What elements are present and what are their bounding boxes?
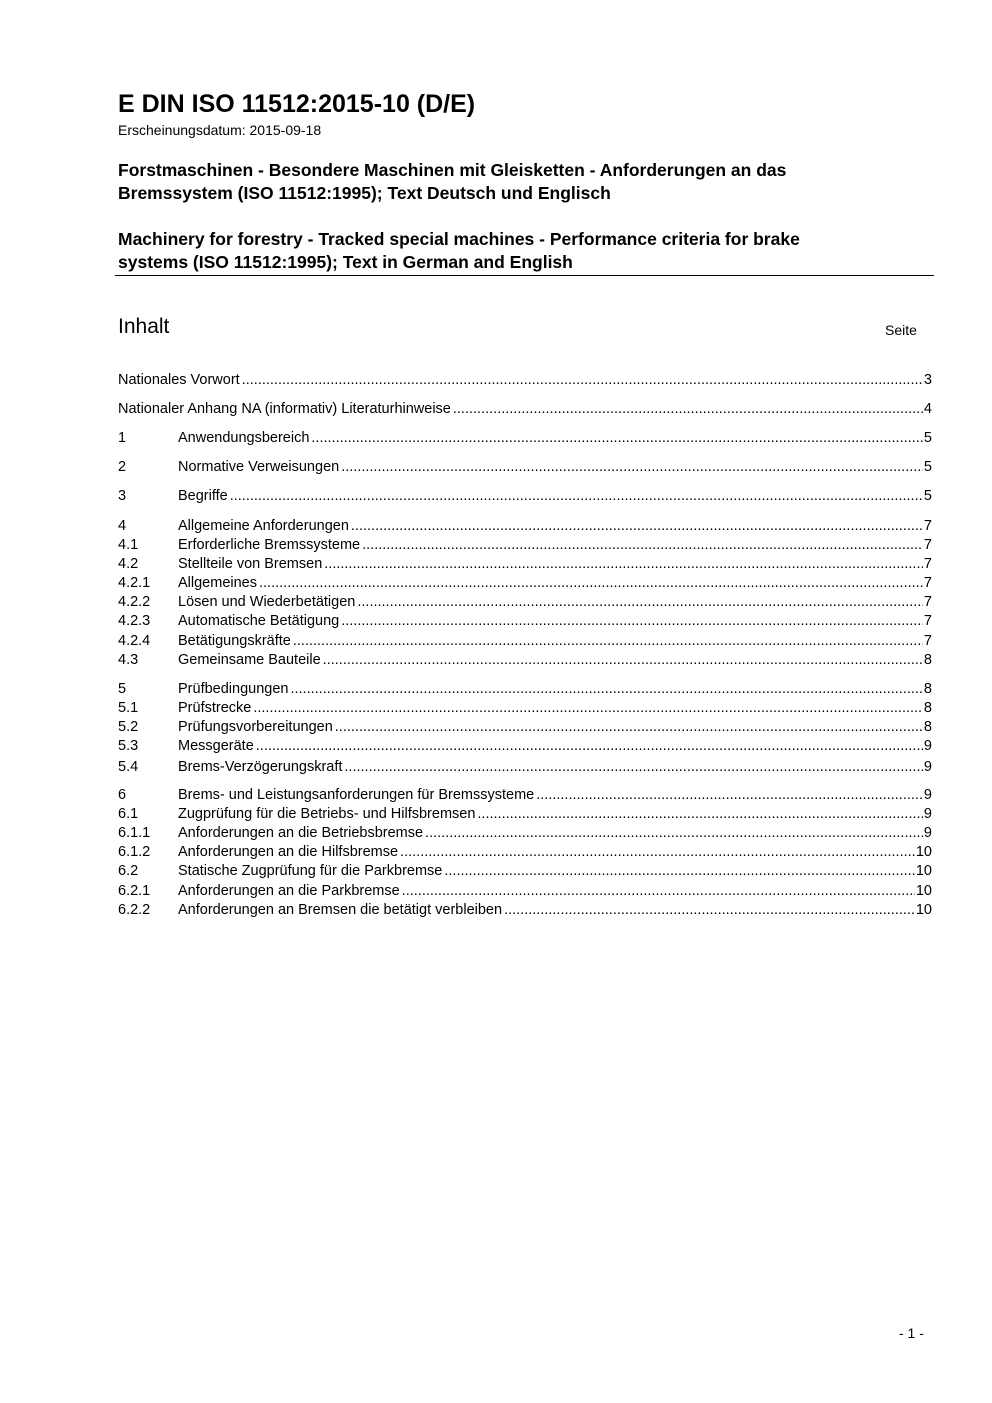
toc-entry-page: 7 — [923, 613, 932, 629]
toc-entry-page: 5 — [923, 459, 932, 475]
toc-entry-page: 9 — [923, 787, 932, 803]
toc-leader-dots — [444, 862, 915, 881]
toc-entry[interactable] — [118, 805, 932, 824]
toc-leader-dots — [253, 699, 923, 718]
toc-entry[interactable] — [118, 718, 932, 737]
toc-entry-title: Anforderungen an die Hilfsbremse — [178, 844, 399, 860]
toc-entry-page: 10 — [915, 902, 932, 918]
toc-leader-dots — [400, 843, 915, 862]
toc-entry-page: 8 — [923, 652, 932, 668]
toc-entry[interactable] — [118, 555, 932, 574]
toc-entry-title: Prüfungsvorbereitungen — [178, 719, 333, 735]
toc-entry-number: 4.2 — [118, 556, 139, 572]
toc-entry-title: Statische Zugprüfung für die Parkbremse — [178, 863, 443, 879]
toc-entry-title: Betätigungskräfte — [178, 633, 291, 649]
toc-entry-number: 6.1.1 — [118, 825, 151, 841]
toc-entry-page: 4 — [923, 401, 932, 417]
toc-entry-page: 10 — [915, 863, 932, 879]
toc-entry[interactable] — [118, 680, 932, 699]
toc-entry-number: 6.1.2 — [118, 844, 151, 860]
toc-entry-page: 8 — [923, 700, 932, 716]
toc-entry[interactable] — [118, 901, 932, 920]
toc-leader-dots — [323, 651, 923, 670]
toc-leader-dots — [259, 574, 923, 593]
toc-entry[interactable] — [118, 517, 932, 536]
toc-entry-number: 3 — [118, 488, 127, 504]
toc-entry-number: 6.2.1 — [118, 883, 151, 899]
toc-entry-number: 5.3 — [118, 738, 139, 754]
toc-entry-title: Lösen und Wiederbetätigen — [178, 594, 356, 610]
toc-entry[interactable] — [118, 737, 932, 756]
toc-leader-dots — [425, 824, 923, 843]
toc-leader-dots — [311, 429, 923, 448]
toc-entry-title: Nationales Vorwort — [118, 372, 240, 388]
toc-entry-title: Anforderungen an die Parkbremse — [178, 883, 400, 899]
toc-entry-page: 7 — [923, 556, 932, 572]
toc-entry-number: 5.4 — [118, 759, 139, 775]
toc-entry-title: Automatische Betätigung — [178, 613, 340, 629]
toc-entry-page: 7 — [923, 518, 932, 534]
title-german-line: Bremssystem (ISO 11512:1995); Text Deutsch und Englisch — [118, 183, 611, 203]
toc-entry-number: 6.1 — [118, 806, 139, 822]
toc-leader-dots — [344, 758, 923, 777]
toc-entry[interactable] — [118, 429, 932, 448]
title-english — [118, 228, 918, 274]
toc-entry-page: 9 — [923, 759, 932, 775]
toc-leader-dots — [453, 400, 923, 419]
toc-entry-title: Zugprüfung für die Betriebs- und Hilfsbremsen — [178, 806, 476, 822]
publication-date: Erscheinungsdatum: 2015-09-18 — [118, 122, 322, 138]
toc-entry-page: 5 — [923, 488, 932, 504]
toc-leader-dots — [357, 593, 923, 612]
toc-entry-number: 4.2.4 — [118, 633, 151, 649]
toc-entry-title: Anforderungen an Bremsen die betätigt verbleiben — [178, 902, 503, 918]
toc-leader-dots — [504, 901, 915, 920]
toc-entry-page: 9 — [923, 825, 932, 841]
toc-entry-number: 5.1 — [118, 700, 139, 716]
toc-entry-number: 6.2.2 — [118, 902, 151, 918]
toc-entry-page: 8 — [923, 719, 932, 735]
toc-leader-dots — [256, 737, 923, 756]
toc-entry-title: Allgemeines — [178, 575, 257, 591]
title-german-line: Forstmaschinen - Besondere Maschinen mit Gleisketten - Anforderungen an das — [118, 160, 787, 180]
document-number: E DIN ISO 11512:2015-10 (D/E) — [118, 90, 476, 118]
title-english-line: Machinery for forestry - Tracked special machines - Performance criteria for brake — [118, 229, 800, 249]
toc-leader-dots — [242, 371, 923, 390]
toc-entry-page: 7 — [923, 594, 932, 610]
toc-entry[interactable] — [118, 400, 932, 419]
toc-entry-number: 4 — [118, 518, 127, 534]
toc-entry-number: 6 — [118, 787, 127, 803]
toc-entry-title: Begriffe — [178, 488, 228, 504]
toc-entry[interactable] — [118, 536, 932, 555]
toc-entry-title: Messgeräte — [178, 738, 254, 754]
toc-entry-number: 5.2 — [118, 719, 139, 735]
toc-entry-page: 7 — [923, 633, 932, 649]
toc-entry-title: Brems-Verzögerungskraft — [178, 759, 343, 775]
toc-leader-dots — [341, 458, 923, 477]
toc-leader-dots — [402, 882, 915, 901]
toc-entry[interactable] — [118, 458, 932, 477]
toc-entry-number: 2 — [118, 459, 127, 475]
toc-entry-page: 7 — [923, 537, 932, 553]
toc-entry-title: Normative Verweisungen — [178, 459, 340, 475]
toc-entry-page: 3 — [923, 372, 932, 388]
toc-entry-number: 4.2.1 — [118, 575, 151, 591]
toc-entry-title: Prüfbedingungen — [178, 681, 289, 697]
toc-entry-title: Anforderungen an die Betriebsbremse — [178, 825, 424, 841]
toc-entry[interactable] — [118, 862, 932, 881]
title-german — [118, 159, 918, 205]
toc-leader-dots — [341, 612, 923, 631]
toc-entry-title: Brems- und Leistungsanforderungen für Bremssysteme — [178, 787, 535, 803]
toc-leader-dots — [293, 632, 923, 651]
toc-entry-page: 9 — [923, 806, 932, 822]
toc-entry[interactable] — [118, 882, 932, 901]
toc-entry[interactable] — [118, 843, 932, 862]
toc-entry-page: 10 — [915, 844, 932, 860]
toc-entry[interactable] — [118, 487, 932, 506]
toc-entry-title: Prüfstrecke — [178, 700, 252, 716]
toc-entry[interactable] — [118, 371, 932, 390]
toc-entry-page: 10 — [915, 883, 932, 899]
toc-leader-dots — [335, 718, 923, 737]
toc-entry-title: Nationaler Anhang NA (informativ) Literaturhinweise — [118, 401, 451, 417]
toc-leader-dots — [536, 786, 923, 805]
toc-entry[interactable] — [118, 758, 932, 777]
toc-entry-title: Erforderliche Bremssysteme — [178, 537, 361, 553]
toc-entry-number: 4.3 — [118, 652, 139, 668]
toc-entry-number: 1 — [118, 430, 127, 446]
toc-entry[interactable] — [118, 632, 932, 651]
toc-entry[interactable] — [118, 593, 932, 612]
toc-leader-dots — [230, 487, 923, 506]
toc-entry-number: 5 — [118, 681, 127, 697]
toc-leader-dots — [477, 805, 923, 824]
toc-leader-dots — [351, 517, 923, 536]
toc-entry[interactable] — [118, 651, 932, 670]
toc-entry-title: Stellteile von Bremsen — [178, 556, 323, 572]
toc-entry-number: 6.2 — [118, 863, 139, 879]
toc-entry-number: 4.2.3 — [118, 613, 151, 629]
toc-heading: Inhalt — [118, 315, 170, 338]
toc-entry[interactable] — [118, 824, 932, 843]
toc-entry[interactable] — [118, 612, 932, 631]
toc-entry-page: 5 — [923, 430, 932, 446]
toc-entry[interactable] — [118, 699, 932, 718]
toc-leader-dots — [290, 680, 922, 699]
toc-entry-number: 4.2.2 — [118, 594, 151, 610]
toc-entry-title: Gemeinsame Bauteile — [178, 652, 321, 668]
toc-entry-page: 7 — [923, 575, 932, 591]
page-number: - 1 - — [899, 1325, 924, 1341]
toc-leader-dots — [324, 555, 923, 574]
toc-entry[interactable] — [118, 786, 932, 805]
toc-page-column-label: Seite — [885, 322, 917, 338]
toc-entry-number: 4.1 — [118, 537, 139, 553]
toc-entry[interactable] — [118, 574, 932, 593]
title-divider — [115, 275, 934, 276]
toc-entry-title: Allgemeine Anforderungen — [178, 518, 349, 534]
title-english-line: systems (ISO 11512:1995); Text in German and English — [118, 252, 573, 272]
toc-entry-page: 9 — [923, 738, 932, 754]
toc-entry-page: 8 — [923, 681, 932, 697]
toc-leader-dots — [362, 536, 923, 555]
toc-entry-title: Anwendungsbereich — [178, 430, 310, 446]
